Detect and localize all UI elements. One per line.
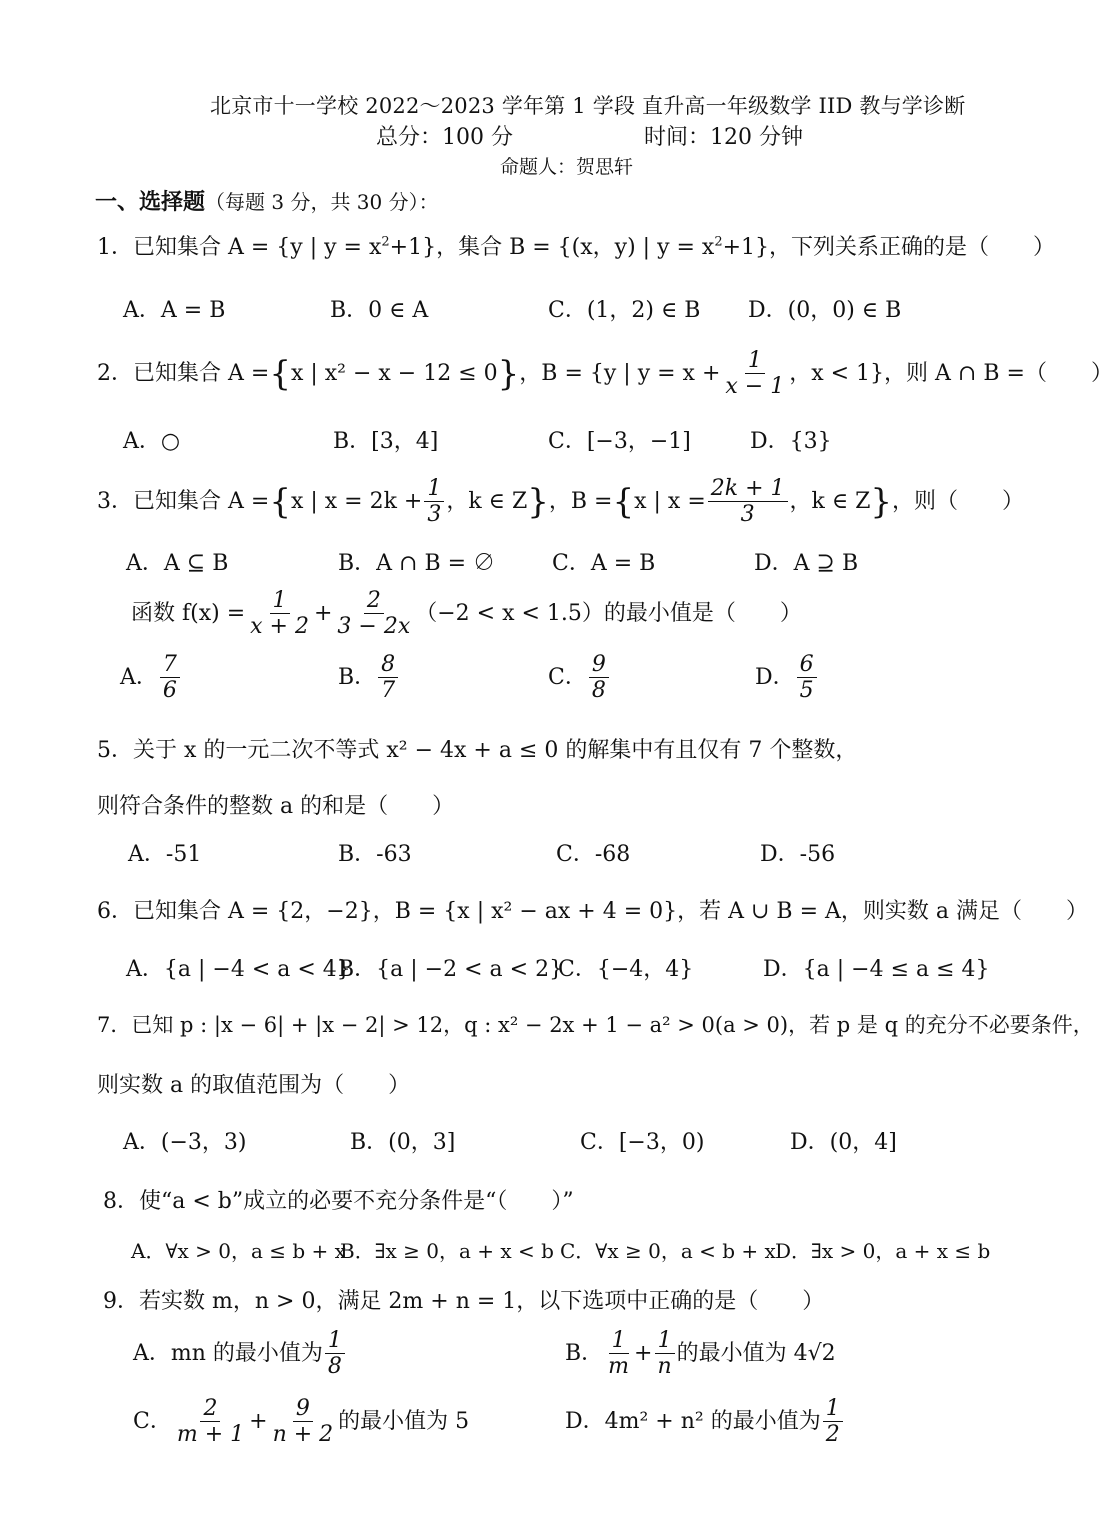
exam-title: 北京市十一学校 2022～2023 学年第 1 学段 直升高一年级数学 IID 教与学诊断	[210, 94, 966, 118]
q2-stem-part: ，B = {y | y = x +	[519, 360, 721, 386]
q2-option-b: B．[3，4]	[333, 429, 439, 454]
question-5-line-2: 则符合条件的整数 a 的和是（ ）	[97, 794, 455, 819]
q4-option-c: C． $\frac{9}{8}$	[548, 652, 611, 704]
q4-stem-part: 函数 f(x) =	[131, 600, 246, 626]
q3-stem-part: 已知集合 A =	[133, 488, 270, 514]
q2-option-d: D．{3}	[750, 429, 832, 454]
question-8-stem: 8．使“a < b”成立的必要不充分条件是“（ ）”	[103, 1189, 574, 1214]
q3-set-b: x | x =	[634, 488, 706, 514]
question-2-stem: 2．已知集合 A ={x | x² − x − 12 ≤ 0}，B = {y | y = x + $\frac{1}{x - 1}$ ，x < 1}，则 A ∩ B =（ ）	[97, 348, 1113, 400]
q4-option-d: D． $\frac{6}{5}$	[755, 652, 819, 704]
q9-option-a: A．mn 的最小值为 $\frac{1}{8}$	[133, 1328, 347, 1380]
q3-set-a: x | x = 2k +	[290, 488, 423, 514]
q1-option-d: D．(0，0) ∈ B	[748, 298, 902, 323]
exam-author: 命题人：贺思轩	[500, 156, 634, 178]
q8-option-a: A．∀x > 0，a ≤ b + x	[131, 1239, 346, 1263]
q7-option-b: B．(0，3]	[350, 1130, 456, 1155]
q3-option-d: D．A ⊇ B	[754, 551, 859, 576]
q7-option-d: D．(0，4]	[790, 1130, 897, 1155]
q6-option-c: C．{−4，4}	[558, 957, 694, 982]
q5-option-d: D．-56	[760, 842, 836, 867]
section-note: （每题 3 分，共 30 分）：	[205, 190, 439, 214]
question-9-stem: 9．若实数 m，n > 0，满足 2m + n = 1，以下选项中正确的是（ ）	[103, 1289, 825, 1314]
question-number: 2．	[97, 360, 133, 386]
q4-stem-part: （−2 < x < 1.5）的最小值是（ ）	[415, 600, 802, 626]
q3-stem-part: ，B =	[548, 488, 613, 514]
q9-option-c: C． $\frac{2}{m + 1}$ + $\frac{9}{n + 2}$ 的最小值为 5	[133, 1396, 470, 1448]
q7-option-a: A．(−3，3)	[123, 1130, 247, 1155]
total-score: 总分：100 分	[376, 125, 513, 150]
q3-set-b: ，k ∈ Z	[789, 488, 871, 514]
q5-option-b: B．-63	[338, 842, 412, 867]
q4-fraction-1: $\frac{1}{x + 2}$	[250, 588, 309, 640]
q6-option-b: B．{a | −2 < a < 2}	[338, 957, 564, 982]
q2-stem-part: ，x < 1}，则 A ∩ B =（ ）	[789, 360, 1113, 386]
q4-plus: +	[313, 600, 333, 626]
question-6-stem: 6．已知集合 A = {2，−2}，B = {x | x² − ax + 4 = 0}，若 A ∪ B = A，则实数 a 满足（ ）	[97, 899, 1088, 924]
q1-option-a: A．A = B	[123, 298, 226, 323]
q9-option-b: B． $\frac{1}{m}$ + $\frac{1}{n}$ 的最小值为 4√2	[565, 1328, 836, 1380]
question-1-stem: 1．已知集合 A = {y | $y = x^2+1$}，集合 B = {(x，y) | $y = x^2+1$}，下列关系正确的是（ ）	[97, 234, 1056, 260]
q1-stem-part: +1}，下列关系正确的是（ ）	[722, 235, 1056, 260]
q3-set-a: ，k ∈ Z	[446, 488, 528, 514]
q7-option-c: C．[−3，0)	[580, 1130, 705, 1155]
q1-stem-part: 已知集合 A = {y | y = x	[133, 235, 382, 260]
q2-fraction: $\frac{1}{x - 1}$	[725, 348, 785, 400]
question-7-line-2: 则实数 a 的取值范围为（ ）	[97, 1073, 411, 1098]
q8-option-d: D．∃x > 0，a + x ≤ b	[775, 1239, 991, 1263]
q4-option-a: A． $\frac{7}{6}$	[120, 652, 182, 704]
q8-option-c: C．∀x ≥ 0，a < b + x	[560, 1239, 776, 1263]
q8-option-b: B．∃x ≥ 0，a + x < b	[340, 1239, 554, 1263]
q5-option-a: A．-51	[128, 842, 202, 867]
q1-stem-part: +1}，集合 B = {(x，y) | y = x	[389, 235, 715, 260]
q3-option-a: A．A ⊆ B	[126, 551, 229, 576]
exam-time: 时间：120 分钟	[644, 125, 803, 150]
q4-fraction-2: $\frac{2}{3 - 2x}$	[337, 588, 411, 640]
q3-stem-part: ，则（ ）	[892, 488, 1025, 514]
q3-fraction-2: $\frac{2k + 1}{3}$	[708, 476, 788, 528]
question-4-stem	[131, 588, 802, 640]
question-number: 3．	[97, 488, 133, 514]
q9-option-d: D．4m² + n² 的最小值为 $\frac{1}{2}$	[565, 1396, 845, 1448]
q3-option-c: C．A = B	[552, 551, 656, 576]
section-heading	[95, 185, 439, 216]
section-title: 一、选择题	[95, 189, 206, 215]
q2-set-a: x | x² − x − 12 ≤ 0	[290, 360, 498, 386]
q2-stem-part: 已知集合 A =	[133, 360, 270, 386]
question-5-line-1: 5．关于 x 的一元二次不等式 x² − 4x + a ≤ 0 的解集中有且仅有 7 个整数，	[97, 738, 858, 763]
q1-option-b: B．0 ∈ A	[330, 298, 429, 323]
q1-option-c: C．(1，2) ∈ B	[548, 298, 701, 323]
q2-option-a: A．○	[123, 429, 181, 454]
q3-option-b: B．A ∩ B = ∅	[338, 551, 496, 576]
question-7-line-1: 7．已知 p : |x − 6| + |x − 2| > 12，q : x² − 2x + 1 − a² > 0(a > 0)，若 p 是 q 的充分不必要条件，	[97, 1013, 1094, 1037]
question-3-stem: 3．已知集合 A ={x | x = 2k + $\frac{1}{3}$ ，k ∈ Z}，B ={x | x = $\frac{2k + 1}{3}$ ，k ∈ Z}，则（ ）	[97, 476, 1025, 528]
question-number: 1．	[97, 235, 133, 260]
q3-fraction-1: $\frac{1}{3}$	[424, 476, 444, 528]
q5-option-c: C．-68	[556, 842, 631, 867]
q6-option-a: A．{a | −4 < a < 4}	[126, 957, 351, 982]
q2-option-c: C．[−3，−1]	[548, 429, 691, 454]
q6-option-d: D．{a | −4 ≤ a ≤ 4}	[763, 957, 990, 982]
q4-option-b: B． $\frac{8}{7}$	[338, 652, 400, 704]
